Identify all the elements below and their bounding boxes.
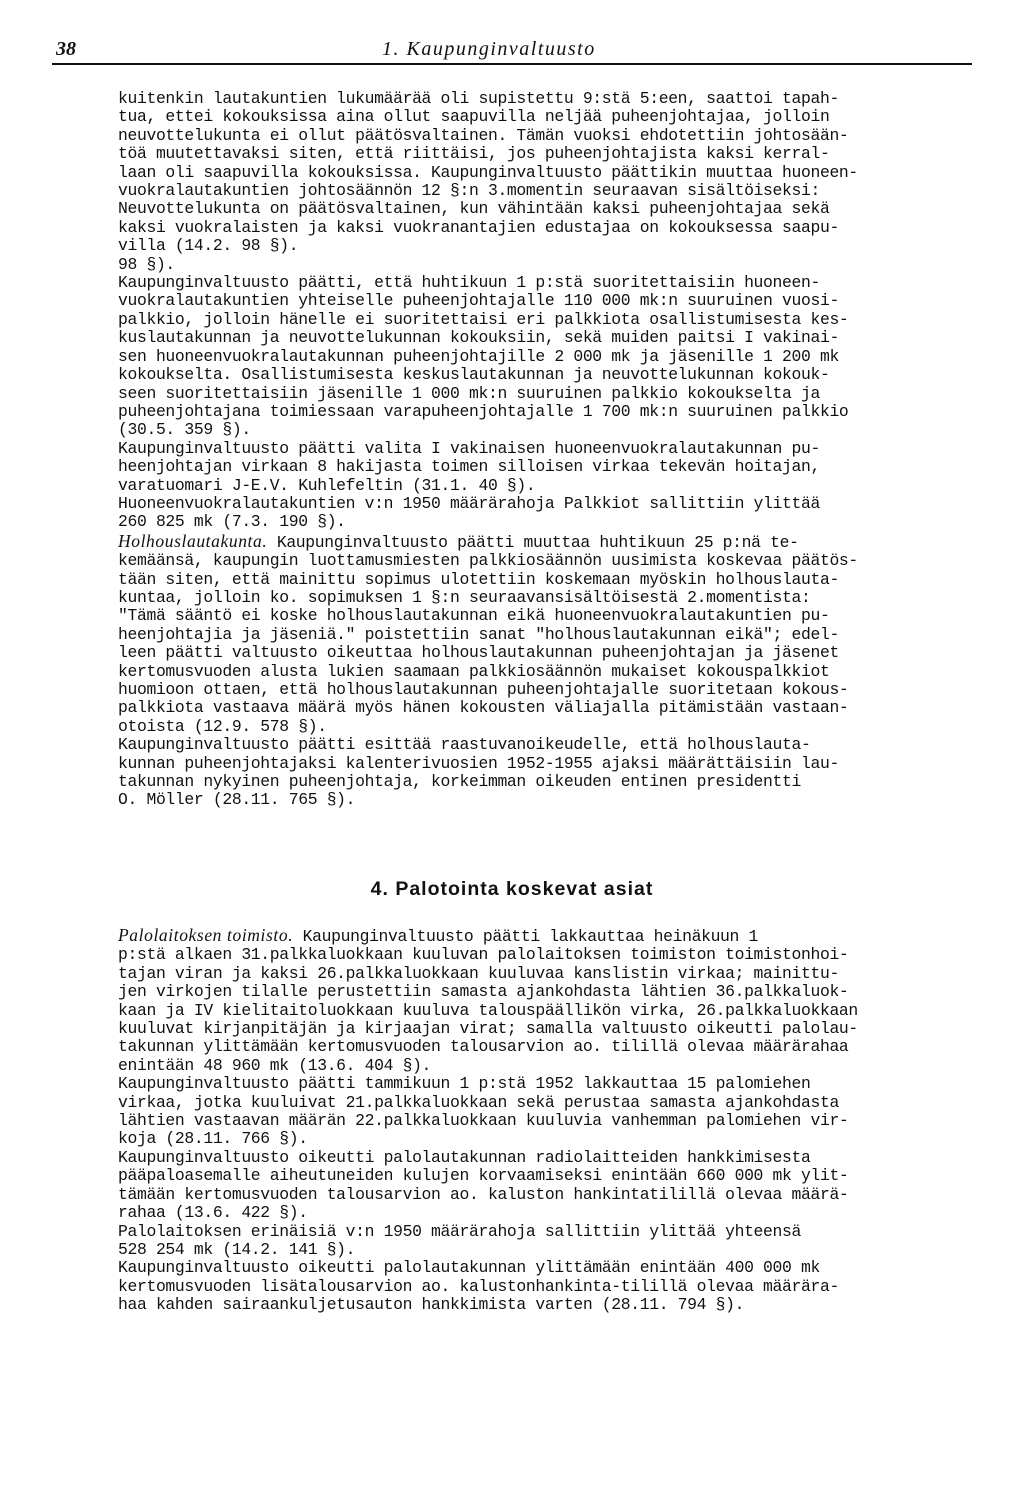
text-line <box>118 926 974 946</box>
text-line: enintään 48 960 mk (13.6. 404 §). <box>118 1055 432 1075</box>
text-line: vuokralautakuntien johtosäännön 12 §:n 3.momentin seuraavan sisältöiseksi: <box>118 181 820 201</box>
text-line: villa (14.2. 98 §). <box>118 236 299 256</box>
text-line: Kaupunginvaltuusto päätti, että huhtikuun 1 p:stä suoritettaisiin huoneen- <box>118 273 820 293</box>
text-run: Kaupunginvaltuusto päätti muuttaa huhtikuun 25 p:nä te- <box>267 532 799 552</box>
text-line: tua, ettei kokouksissa aina ollut saapuvilla neljää puheenjohtajaa, jolloin <box>118 107 830 127</box>
text-line: haa kahden sairaankuljetusauton hankkimista varten (28.11. 794 §). <box>118 1295 745 1315</box>
text-line: neuvottelukunta ei ollut päätösvaltainen. Tämän vuoksi ehdotettiin johtosään- <box>118 125 849 145</box>
text-line: Kaupunginvaltuusto oikeutti palolautakunnan ylittämään enintään 400 000 mk <box>118 1258 820 1278</box>
section-heading: 4. Palotointa koskevat asiat <box>370 878 654 900</box>
text-line: 528 254 mk (14.2. 141 §). <box>118 1239 356 1259</box>
text-line: kuntaa, jolloin ko. sopimuksen 1 §:n seuraavansisältöisestä 2.momentista: <box>118 587 811 607</box>
text-line: jen virkojen tilalle perustettiin samasta ajankohdasta lähtien 36.palkkaluok- <box>118 982 849 1002</box>
page-header <box>52 38 972 64</box>
text-line: virkaa, jotka kuuluivat 21.palkkaluokkaan sekä perustaa samasta ajankohdasta <box>118 1092 839 1112</box>
text-line: kokoukselta. Osallistumisesta keskuslautakunnan ja neuvottelukunnan kokouk- <box>118 365 830 385</box>
section-fire-services <box>118 926 974 1315</box>
text-line: Neuvottelukunta on päätösvaltainen, kun vähintään kaksi puheenjohtajaa sekä <box>118 199 830 219</box>
text-line: rahaa (13.6. 422 §). <box>118 1203 308 1223</box>
text-line: vuokralautakuntien yhteiselle puheenjohtajalle 110 000 mk:n suuruinen vuosi- <box>118 291 839 311</box>
text-line: pääpaloasemalle aiheutuneiden kulujen korvaamiseksi enintään 660 000 mk ylit- <box>118 1166 849 1186</box>
text-line: 260 825 mk (7.3. 190 §). <box>118 512 346 532</box>
text-line: varatuomari J-E.V. Kuhlefeltin (31.1. 40 §). <box>118 475 536 495</box>
text-line: lähtien vastaavan määrän 22.palkkaluokkaan kuuluvia vanhemman palomiehen vir- <box>118 1111 849 1131</box>
text-line: 98 §). <box>118 254 175 274</box>
text-line: kaan ja IV kielitaitoluokkaan kuuluva talouspäällikön virka, 26.palkkaluokkaan <box>118 1000 858 1020</box>
text-line: takunnan nykyinen puheenjohtaja, korkeimman oikeuden entinen presidentti <box>118 772 801 792</box>
text-line: kaksi vuokralaisten ja kaksi vuokranantajien edustajaa on kokouksessa saapu- <box>118 217 839 237</box>
text-line: kuitenkin lautakuntien lukumäärää oli supistettu 9:stä 5:een, saattoi tapah- <box>118 89 839 108</box>
text-line: kertomusvuoden lisätalousarvion ao. kalustonhankinta-tilillä olevaa määrära- <box>118 1276 839 1296</box>
section-housing-boards <box>118 90 974 810</box>
text-line: heenjohtajia ja jäseniä." poistettiin sanat "holhouslautakunnan eikä"; edel- <box>118 624 839 644</box>
text-line: huomioon ottaen, että holhouslautakunnan puheenjohtajalle suoritetaan kokous- <box>118 680 849 699</box>
holhouslautakunta-label: Holhouslautakunta. <box>118 530 268 551</box>
text-line: "Tämä sääntö ei koske holhouslautakunnan eikä huoneenvuokralautakuntien pu- <box>118 606 830 626</box>
text-line: palkkiota vastaava määrä myös hänen kokousten väliajalla pitämistään vastaan- <box>118 698 849 718</box>
text-line: sen huoneenvuokralautakunnan puheenjohtajille 2 000 mk ja jäsenille 1 200 mk <box>118 346 839 366</box>
text-line: puheenjohtajana toimiessaan varapuheenjohtajalle 1 700 mk:n suuruinen palkkio <box>118 401 849 421</box>
text-run: Kaupunginvaltuusto päätti lakkauttaa heinäkuun 1 <box>293 927 759 946</box>
text-line: O. Möller (28.11. 765 §). <box>118 790 356 810</box>
text-line: Kaupunginvaltuusto päätti esittää raastuvanoikeudelle, että holhouslauta- <box>118 735 811 755</box>
text-line: (30.5. 359 §). <box>118 420 251 440</box>
text-line: Kaupunginvaltuusto päätti valita I vakinaisen huoneenvuokralautakunnan pu- <box>118 438 820 458</box>
text-line: kuslautakunnan ja neuvottelukunnan kokouksiin, sekä muiden paitsi I vakinai- <box>118 328 839 348</box>
text-line: töä muutettavaksi siten, että riittäisi, jos puheenjohtajista kaksi kerral- <box>118 144 830 164</box>
text-line: p:stä alkaen 31.palkkaluokkaan kuuluvan palolaitoksen toimiston toimistonhoi- <box>118 945 849 965</box>
text-line: leen päätti valtuusto oikeuttaa holhouslautakunnan puheenjohtajan ja jäsenet <box>118 643 839 663</box>
text-line: seen suoritettaisiin jäsenille 1 000 mk:n suuruinen palkkio kokoukselta ja <box>118 383 820 403</box>
running-head: 1. Kaupunginvaltuusto <box>382 38 596 60</box>
text-line: tään siten, että mainittu sopimus ulotettiin koskemaan myöskin holhouslauta- <box>118 569 839 589</box>
text-line: otoista (12.9. 578 §). <box>118 716 327 736</box>
text-line: takunnan ylittämään kertomusvuoden talousarvion ao. tilillä olevaa määrärahaa <box>118 1037 849 1057</box>
text-line: Kaupunginvaltuusto oikeutti palolautakunnan radiolaitteiden hankkimisesta <box>118 1147 811 1167</box>
text-line: kunnan puheenjohtajaksi kalenterivuosien 1952-1955 ajaksi määrättäisiin lau- <box>118 753 839 773</box>
text-line: Huoneenvuokralautakuntien v:n 1950 määrärahoja Palkkiot sallittiin ylittää <box>118 493 820 513</box>
palolaitos-label: Palolaitoksen toimisto. <box>118 925 294 945</box>
text-line <box>118 532 974 552</box>
header-rule <box>52 63 972 65</box>
text-line: Palolaitoksen erinäisiä v:n 1950 määrärahoja sallittiin ylittää yhteensä <box>118 1221 801 1241</box>
text-line: Kaupunginvaltuusto päätti tammikuun 1 p:stä 1952 lakkauttaa 15 palomiehen <box>118 1074 811 1094</box>
text-line: tämään kertomusvuoden talousarvion ao. kaluston hankintatilillä olevaa määrä- <box>118 1184 849 1204</box>
text-line: palkkio, jolloin hänelle ei suoritettaisi eri palkkiota osallistumisesta kes- <box>118 309 849 329</box>
text-line: laan oli saapuvilla kokouksissa. Kaupunginvaltuusto päättikin muuttaa huoneen- <box>118 162 858 182</box>
text-line: kertomusvuoden alusta lukien saamaan palkkiosäännön mukaiset kokouspalkkiot <box>118 661 830 681</box>
text-line: tajan viran ja kaksi 26.palkkaluokkaan kuuluvaa kanslistin virkaa; mainittu- <box>118 963 839 983</box>
page-number: 38 <box>56 38 76 60</box>
text-line: kemäänsä, kaupungin luottamusmiesten palkkiosäännön uusimista koskevaa päätös- <box>118 551 858 571</box>
text-line: kuuluvat kirjanpitäjän ja kirjaajan virat; samalla valtuusto oikeutti palolau- <box>118 1019 858 1039</box>
text-line: koja (28.11. 766 §). <box>118 1129 308 1149</box>
text-line: heenjohtajan virkaan 8 hakijasta toimen silloisen virkaa tekevän hoitajan, <box>118 457 820 477</box>
